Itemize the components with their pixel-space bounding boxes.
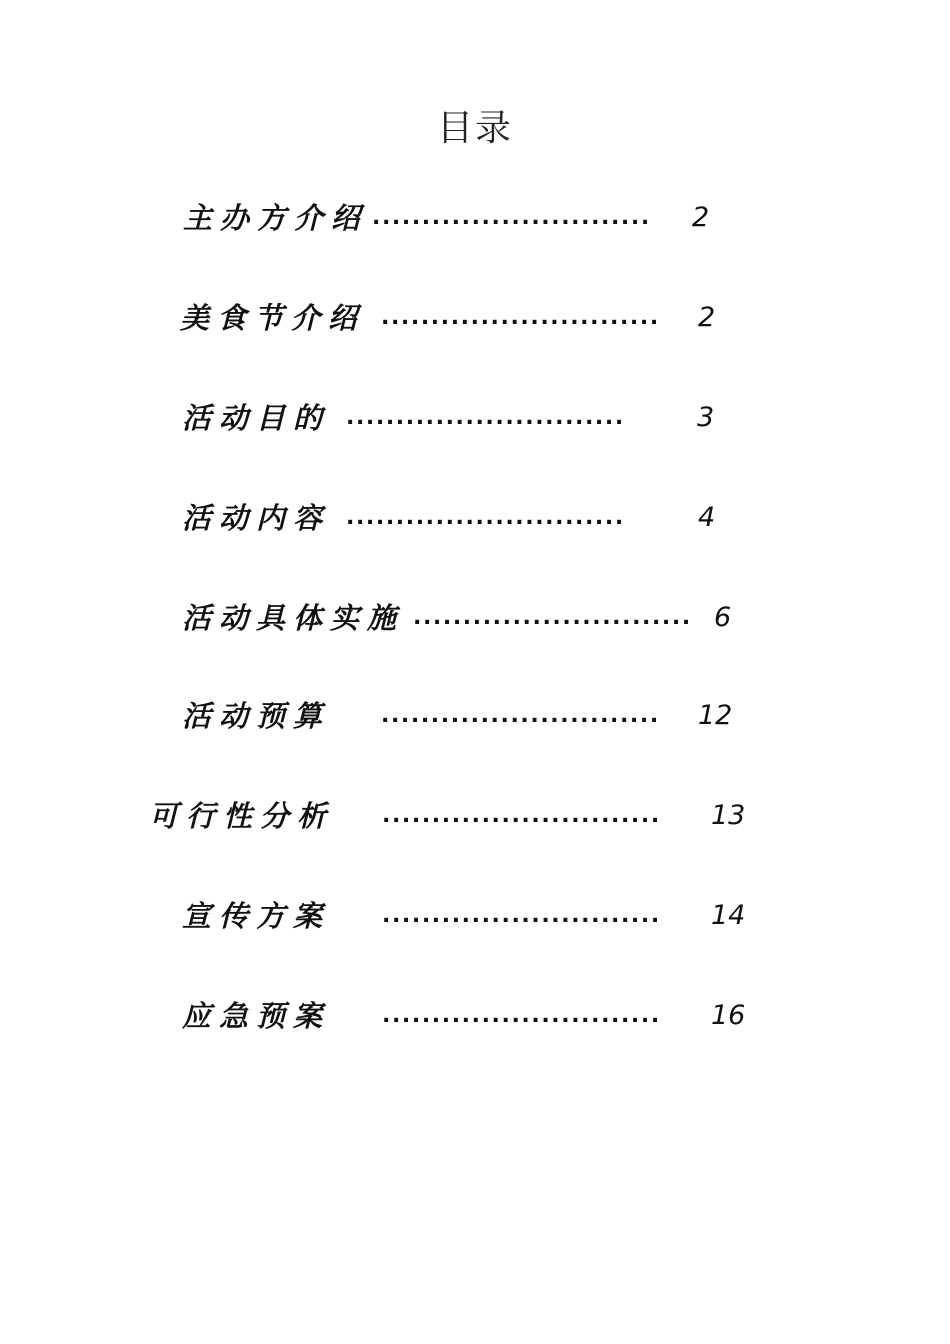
toc-entry-page: 2 bbox=[698, 302, 716, 333]
toc-entry bbox=[0, 794, 950, 838]
toc-dot-leader: ............................ bbox=[413, 605, 692, 630]
toc-entry-label: 美食节介绍 bbox=[180, 301, 366, 335]
toc-entry-page: 13 bbox=[711, 800, 746, 831]
toc-dot-leader: ............................ bbox=[346, 405, 625, 430]
toc-entry bbox=[0, 296, 950, 340]
toc-entry-page: 12 bbox=[698, 700, 733, 731]
toc-entry-label: 宣传方案 bbox=[182, 899, 331, 933]
toc-entry-label: 活动具体实施 bbox=[182, 601, 405, 635]
toc-entry-page: 16 bbox=[711, 1000, 746, 1031]
toc-entry bbox=[0, 596, 950, 640]
toc-entry-page: 14 bbox=[711, 900, 746, 931]
toc-entry bbox=[0, 396, 950, 440]
toc-entry-page: 6 bbox=[714, 602, 732, 633]
toc-entry bbox=[0, 196, 950, 240]
toc-entry bbox=[0, 496, 950, 540]
toc-entry-label: 应急预案 bbox=[182, 999, 331, 1033]
toc-entry-page: 4 bbox=[698, 502, 716, 533]
toc-entry-label: 活动内容 bbox=[182, 501, 331, 535]
toc-entry bbox=[0, 694, 950, 738]
toc-entry-label: 可行性分析 bbox=[149, 799, 335, 833]
toc-dot-leader: ............................ bbox=[382, 1003, 661, 1028]
toc-entry-page: 2 bbox=[692, 202, 710, 233]
toc-dot-leader: ............................ bbox=[382, 803, 661, 828]
toc-entry-label: 活动预算 bbox=[182, 699, 331, 733]
toc-entry-label: 活动目的 bbox=[182, 401, 331, 435]
toc-dot-leader: ............................ bbox=[382, 903, 661, 928]
toc-dot-leader: ............................ bbox=[372, 205, 651, 230]
toc-entry bbox=[0, 894, 950, 938]
toc-title: 目录 bbox=[436, 108, 513, 149]
toc-dot-leader: ............................ bbox=[346, 505, 625, 530]
toc-dot-leader: ............................ bbox=[381, 703, 660, 728]
toc-entry-page: 3 bbox=[697, 402, 715, 433]
toc-entry-label: 主办方介绍 bbox=[183, 201, 369, 235]
toc-entry bbox=[0, 994, 950, 1038]
toc-dot-leader: ............................ bbox=[381, 305, 660, 330]
